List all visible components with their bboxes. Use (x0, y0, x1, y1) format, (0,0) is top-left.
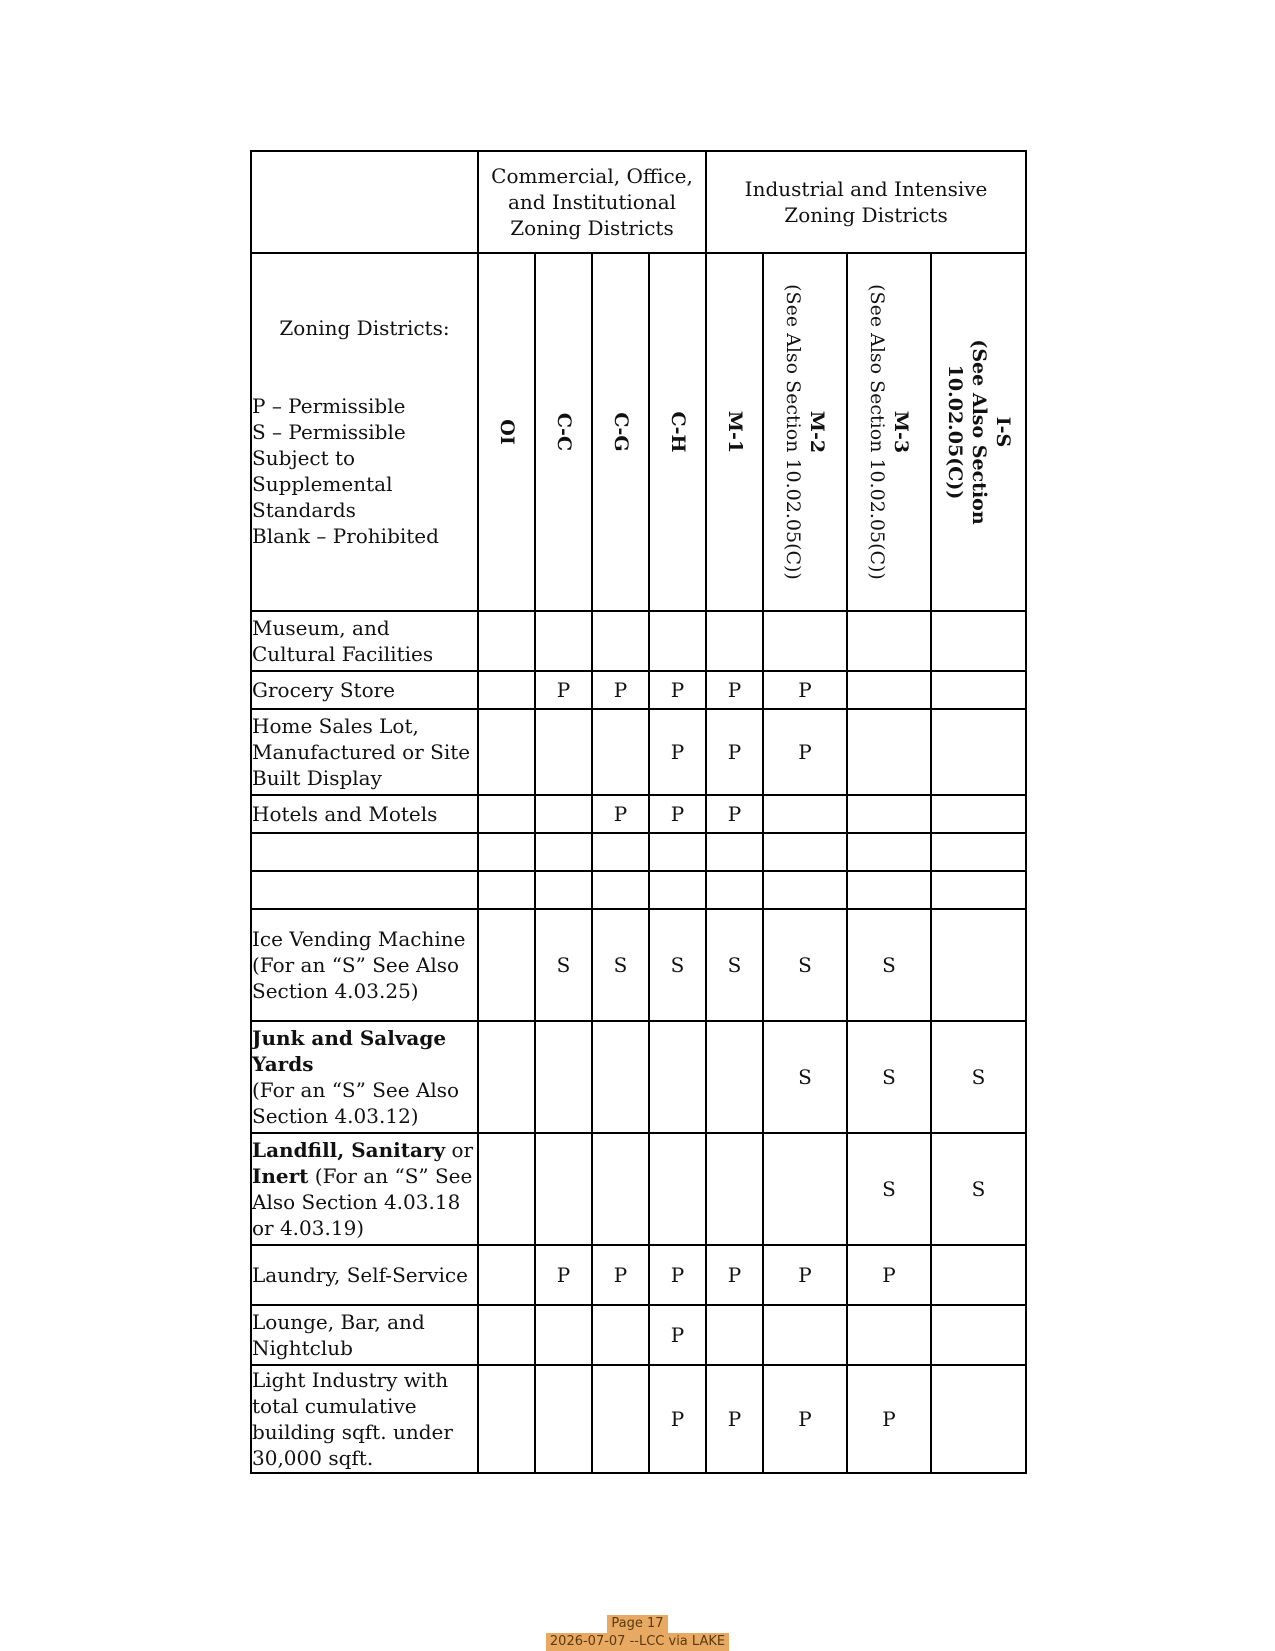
mark-cell (763, 611, 847, 671)
mark-cell (763, 833, 847, 871)
mark-cell (478, 709, 535, 795)
mark-cell (478, 671, 535, 709)
mark-cell (847, 795, 931, 833)
mark-cell: P (649, 1245, 706, 1305)
mark-cell (478, 871, 535, 909)
mark-cell (847, 1305, 931, 1365)
legend-title: Zoning Districts: (279, 316, 450, 340)
mark-cell: P (706, 795, 763, 833)
mark-cell: S (763, 909, 847, 1021)
mark-cell (931, 909, 1026, 1021)
mark-cell: P (706, 1365, 763, 1473)
mark-cell (535, 709, 592, 795)
mark-cell (847, 671, 931, 709)
mark-cell (478, 611, 535, 671)
mark-cell (931, 1245, 1026, 1305)
column-header-oi (478, 253, 535, 611)
group-header-industrial: Industrial and Intensive Zoning Districts (706, 151, 1026, 253)
column-note: (See Also Section 10.02.05(C)) (782, 284, 805, 580)
mark-cell: P (649, 1305, 706, 1365)
mark-cell (763, 1133, 847, 1245)
column-label (865, 284, 913, 580)
mark-cell: P (649, 795, 706, 833)
mark-cell (931, 709, 1026, 795)
column-code: I-S (991, 416, 1014, 448)
mark-cell: P (649, 671, 706, 709)
mark-cell: P (763, 709, 847, 795)
mark-cell: P (847, 1365, 931, 1473)
use-label: Home Sales Lot, Manufactured or Site Built Display (251, 709, 478, 795)
use-label (251, 1021, 478, 1133)
group-header-commercial: Commercial, Office, and Institutional Zoning Districts (478, 151, 706, 253)
mark-cell (706, 611, 763, 671)
mark-cell (592, 1365, 649, 1473)
column-label: C-H (666, 411, 689, 453)
mark-cell (535, 795, 592, 833)
mark-cell (649, 1021, 706, 1133)
table-row (251, 871, 1026, 909)
mark-cell: S (931, 1133, 1026, 1245)
mark-cell: P (649, 709, 706, 795)
mark-cell (592, 611, 649, 671)
table-row (251, 1305, 1026, 1365)
mark-cell: S (847, 1021, 931, 1133)
use-name-alt: Inert (252, 1164, 309, 1188)
mark-cell (478, 1365, 535, 1473)
mark-cell (931, 795, 1026, 833)
mark-cell (592, 833, 649, 871)
table-row (251, 1133, 1026, 1245)
use-label (251, 1133, 478, 1245)
table-row (251, 795, 1026, 833)
mark-cell (931, 1305, 1026, 1365)
mark-cell (592, 1305, 649, 1365)
mark-cell: P (592, 795, 649, 833)
mark-cell: P (592, 1245, 649, 1305)
column-label: C-G (609, 412, 632, 452)
mark-cell (706, 1133, 763, 1245)
column-header-m-3 (847, 253, 931, 611)
mark-cell: P (763, 671, 847, 709)
table-row (251, 611, 1026, 671)
column-header-m-1 (706, 253, 763, 611)
mark-cell (592, 1021, 649, 1133)
date-stamp-footer (0, 1630, 1275, 1651)
use-label: Ice Vending Machine (For an “S” See Also Section 4.03.25) (251, 909, 478, 1021)
use-label (251, 833, 478, 871)
mark-cell: P (535, 1245, 592, 1305)
header-corner-cell (251, 151, 478, 253)
mark-cell (478, 1133, 535, 1245)
use-label (251, 871, 478, 909)
mark-cell: P (649, 1365, 706, 1473)
mark-cell (931, 671, 1026, 709)
mark-cell: S (706, 909, 763, 1021)
column-code: M-2 (806, 410, 829, 454)
mark-cell (763, 795, 847, 833)
mark-cell (931, 871, 1026, 909)
mark-cell (649, 1133, 706, 1245)
mark-cell (478, 1305, 535, 1365)
mark-cell (478, 1021, 535, 1133)
use-name: Landfill, Sanitary (252, 1138, 446, 1162)
mark-cell (478, 833, 535, 871)
table-row (251, 833, 1026, 871)
mark-cell: P (706, 671, 763, 709)
column-label: C-C (552, 412, 575, 452)
use-label: Grocery Store (251, 671, 478, 709)
column-note: (See Also Section 10.02.05(C)) (866, 284, 889, 580)
column-note: (See Also Section (967, 339, 990, 525)
mark-cell (592, 709, 649, 795)
mark-cell (478, 795, 535, 833)
legend-prohibited: Blank – Prohibited (252, 524, 439, 548)
use-label: Light Industry with total cumulative building sqft. under 30,000 sqft. (251, 1365, 478, 1473)
mark-cell: S (931, 1021, 1026, 1133)
use-label: Museum, and Cultural Facilities (251, 611, 478, 671)
mark-cell (535, 611, 592, 671)
use-label: Hotels and Motels (251, 795, 478, 833)
use-name: Junk and Salvage Yards (252, 1026, 447, 1076)
mark-cell (535, 833, 592, 871)
mark-cell (535, 1021, 592, 1133)
date-stamp: 2026-07-07 --LCC via LAKE (546, 1633, 729, 1651)
mark-cell (592, 1133, 649, 1245)
mark-cell (847, 833, 931, 871)
table-row (251, 909, 1026, 1021)
use-note: (For an “S” See Also Section 4.03.18 or 4.03.19) (252, 1164, 473, 1240)
mark-cell (535, 1133, 592, 1245)
column-label (943, 339, 1015, 524)
mark-cell (706, 1305, 763, 1365)
column-header-m-2 (763, 253, 847, 611)
column-label: M-1 (723, 410, 746, 454)
mark-cell: S (847, 909, 931, 1021)
column-code: M-3 (890, 410, 913, 454)
mark-cell (649, 871, 706, 909)
legend-supplemental: S – Permissible Subject to Supplemental Standards (252, 420, 406, 522)
mark-cell: P (535, 671, 592, 709)
mark-cell (931, 833, 1026, 871)
use-label: Laundry, Self-Service (251, 1245, 478, 1305)
mark-cell: S (649, 909, 706, 1021)
mark-cell (592, 871, 649, 909)
mark-cell (931, 1365, 1026, 1473)
mark-cell (847, 871, 931, 909)
table-row (251, 1365, 1026, 1473)
mark-cell (706, 871, 763, 909)
zoning-use-table (250, 150, 1027, 1474)
mark-cell (535, 871, 592, 909)
use-connector: or (451, 1138, 474, 1162)
mark-cell (847, 611, 931, 671)
mark-cell (535, 1305, 592, 1365)
mark-cell (706, 1021, 763, 1133)
mark-cell (847, 709, 931, 795)
mark-cell (478, 909, 535, 1021)
mark-cell (478, 1245, 535, 1305)
legend-permissible: P – Permissible (252, 394, 406, 418)
mark-cell: S (592, 909, 649, 1021)
table-row (251, 671, 1026, 709)
use-label: Lounge, Bar, and Nightclub (251, 1305, 478, 1365)
column-label (781, 284, 829, 580)
table-row (251, 1245, 1026, 1305)
mark-cell: P (706, 709, 763, 795)
mark-cell: S (535, 909, 592, 1021)
column-note: 10.02.05(C)) (943, 364, 966, 500)
mark-cell (706, 833, 763, 871)
mark-cell: P (706, 1245, 763, 1305)
mark-cell (649, 611, 706, 671)
mark-cell: S (763, 1021, 847, 1133)
column-header-c-h (649, 253, 706, 611)
table-row (251, 709, 1026, 795)
column-header-i-s (931, 253, 1026, 611)
table-row (251, 1021, 1026, 1133)
mark-cell (763, 871, 847, 909)
mark-cell (649, 833, 706, 871)
mark-cell: P (847, 1245, 931, 1305)
column-label: OI (495, 419, 518, 445)
legend-cell (251, 253, 478, 611)
mark-cell: P (763, 1365, 847, 1473)
mark-cell (931, 611, 1026, 671)
column-header-c-g (592, 253, 649, 611)
use-note: (For an “S” See Also Section 4.03.12) (252, 1078, 460, 1128)
mark-cell: P (763, 1245, 847, 1305)
mark-cell: S (847, 1133, 931, 1245)
page-number: Page 17 (607, 1615, 667, 1633)
mark-cell: P (592, 671, 649, 709)
mark-cell (763, 1305, 847, 1365)
mark-cell (535, 1365, 592, 1473)
column-header-c-c (535, 253, 592, 611)
